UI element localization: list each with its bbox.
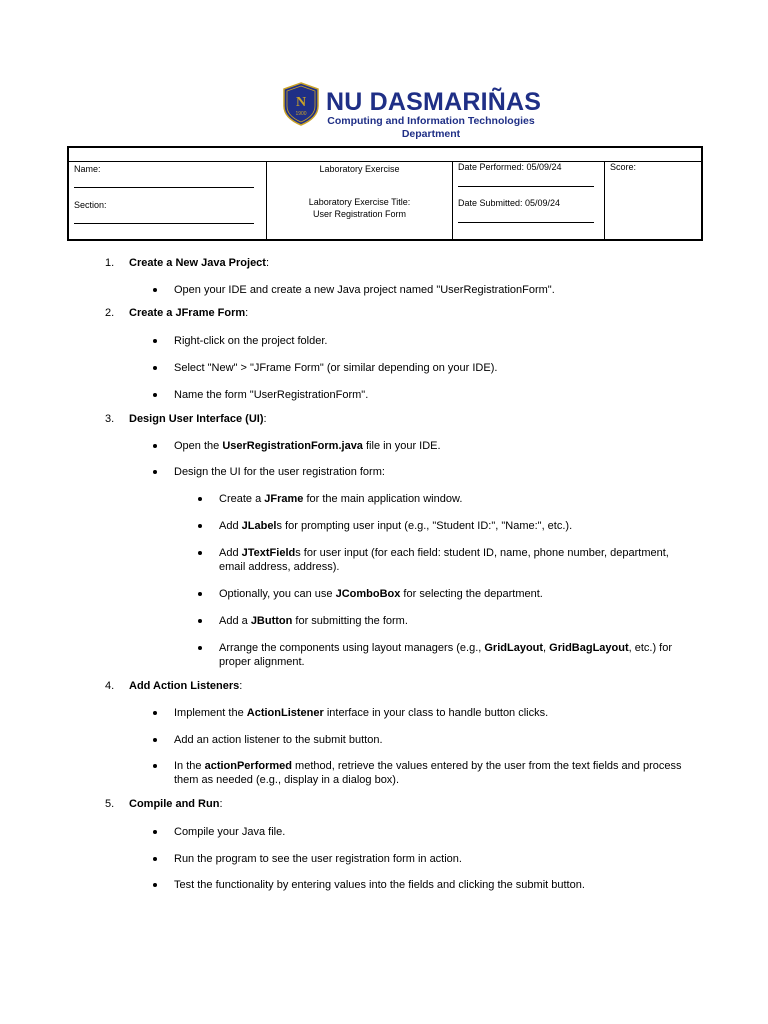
info-table <box>67 146 703 241</box>
colon: : <box>263 413 267 425</box>
dates-cell <box>453 162 605 239</box>
section-label: Section: <box>74 200 107 210</box>
step-title-text: Design User Interface (UI) <box>129 413 264 425</box>
step-title <box>129 680 242 693</box>
text-run: Test the functionality by entering values into the fields and clicking the submit button. <box>174 879 585 891</box>
list-item <box>174 878 694 892</box>
text-run: file in your IDE. <box>362 440 441 452</box>
text-run: Compile your Java file. <box>174 826 286 838</box>
bullet-icon <box>153 883 157 887</box>
date-performed: Date Performed: 05/09/24 <box>458 162 562 172</box>
svg-text:N: N <box>295 95 307 110</box>
step-title <box>129 257 269 270</box>
text-run: Create a <box>219 493 265 505</box>
date-submitted: Date Submitted: 05/09/24 <box>458 198 561 208</box>
text-run: s for user input (for each field: student ID, name, phone number, department, email address, address). <box>219 547 669 573</box>
text-run: for selecting the department. <box>400 588 543 600</box>
text-run: for the main application window. <box>303 493 463 505</box>
lab-exercise-label: Laboratory Exercise <box>319 164 400 174</box>
text-run: Design the UI for the user registration form: <box>174 466 385 478</box>
text-run: In the <box>174 760 205 772</box>
bullet-icon <box>153 857 157 861</box>
department-line-2: Department <box>401 128 461 140</box>
text-run: Select "New" > "JFrame Form" (or similar depending on your IDE). <box>174 362 498 374</box>
text-run: s for prompting user input (e.g., "Student ID:", "Name:", etc.). <box>276 520 573 532</box>
step-title <box>129 413 267 426</box>
text-run: Arrange the components using layout managers (e.g., <box>219 642 485 654</box>
lab-cell <box>267 162 453 239</box>
bold-term: JComboBox <box>335 588 401 600</box>
list-item <box>174 439 694 453</box>
bullet-icon <box>153 830 157 834</box>
step-number: 1. <box>105 257 115 269</box>
text-run: interface in your class to handle button clicks. <box>323 707 549 719</box>
section-line[interactable] <box>74 223 254 224</box>
document-header <box>0 82 768 144</box>
list-item <box>219 492 689 506</box>
bullet-icon <box>153 764 157 768</box>
step-title-text: Create a JFrame Form <box>129 307 246 319</box>
list-item <box>174 388 694 402</box>
step-number: 5. <box>105 798 115 810</box>
bullet-icon <box>198 497 202 501</box>
text-run: for submitting the form. <box>292 615 408 627</box>
bullet-icon <box>198 524 202 528</box>
department-line-1: Computing and Information Technologies <box>327 115 535 127</box>
step-title-text: Compile and Run <box>129 798 220 810</box>
bullet-icon <box>198 592 202 596</box>
bullet-icon <box>153 470 157 474</box>
bullet-icon <box>153 339 157 343</box>
step-number: 3. <box>105 413 115 425</box>
text-run: Add an action listener to the submit button. <box>174 734 383 746</box>
bold-term: JTextField <box>241 547 296 559</box>
bold-term: JFrame <box>264 493 304 505</box>
lab-title-label: Laboratory Exercise Title: <box>308 197 411 207</box>
list-item <box>174 825 694 839</box>
bold-term: JLabel <box>241 520 277 532</box>
date-performed-line[interactable] <box>458 186 594 187</box>
list-item <box>174 852 694 866</box>
student-cell <box>69 162 267 239</box>
step-number: 2. <box>105 307 115 319</box>
colon: : <box>219 798 223 810</box>
list-item <box>219 614 689 628</box>
step-title <box>129 798 223 811</box>
name-label: Name: <box>74 164 101 174</box>
name-line[interactable] <box>74 187 254 188</box>
university-name: NU DASMARIÑAS <box>326 88 542 116</box>
list-item <box>174 465 694 479</box>
info-table-top-row <box>69 148 701 162</box>
text-run: Run the program to see the user registration form in action. <box>174 853 462 865</box>
text-run: Name the form "UserRegistrationForm". <box>174 389 369 401</box>
bold-term: ActionListener <box>246 707 324 719</box>
bullet-icon <box>198 619 202 623</box>
text-run: Implement the <box>174 707 247 719</box>
text-run: Right-click on the project folder. <box>174 335 328 347</box>
bold-term: UserRegistrationForm.java <box>222 440 363 452</box>
text-run: Optionally, you can use <box>219 588 336 600</box>
bold-term: GridBagLayout <box>549 642 629 654</box>
colon: : <box>239 680 243 692</box>
bullet-icon <box>153 366 157 370</box>
university-seal-icon <box>282 82 320 126</box>
text-run: Add a <box>219 615 251 627</box>
lab-title-value: User Registration Form <box>312 209 407 219</box>
bullet-icon <box>153 444 157 448</box>
svg-text:1900: 1900 <box>295 111 307 117</box>
bullet-icon <box>153 738 157 742</box>
text-run: , <box>543 642 550 654</box>
bullet-icon <box>198 646 202 650</box>
list-item <box>174 334 694 348</box>
text-run: , etc.) for proper alignment. <box>219 642 673 668</box>
bullet-icon <box>153 288 157 292</box>
bullet-icon <box>198 551 202 555</box>
list-item <box>219 546 689 574</box>
bold-term: GridLayout <box>484 642 544 654</box>
text-run: method, retrieve the values entered by the user from the text fields and process them as needed (e.g., display in a dialog box). <box>174 760 682 786</box>
step-title-text: Add Action Listeners <box>129 680 240 692</box>
list-item <box>219 519 689 533</box>
bold-term: JButton <box>250 615 293 627</box>
step-title-text: Create a New Java Project <box>129 257 266 269</box>
bold-term: actionPerformed <box>204 760 292 772</box>
text-run: Open your IDE and create a new Java project named "UserRegistrationForm". <box>174 284 555 296</box>
list-item <box>174 733 694 747</box>
colon: : <box>265 257 270 269</box>
score-cell <box>605 162 701 239</box>
list-item <box>174 759 694 787</box>
list-item <box>219 587 689 601</box>
bullet-icon <box>153 393 157 397</box>
text-run: Add <box>219 547 242 559</box>
step-number: 4. <box>105 680 115 692</box>
text-run: Add <box>219 520 242 532</box>
list-item <box>174 283 694 297</box>
list-item <box>174 706 694 720</box>
date-submitted-line[interactable] <box>458 222 594 223</box>
list-item <box>219 641 689 669</box>
bullet-icon <box>153 711 157 715</box>
colon: : <box>245 307 249 319</box>
step-title <box>129 307 248 320</box>
score-label: Score: <box>610 162 637 172</box>
list-item <box>174 361 694 375</box>
text-run: Open the <box>174 440 223 452</box>
